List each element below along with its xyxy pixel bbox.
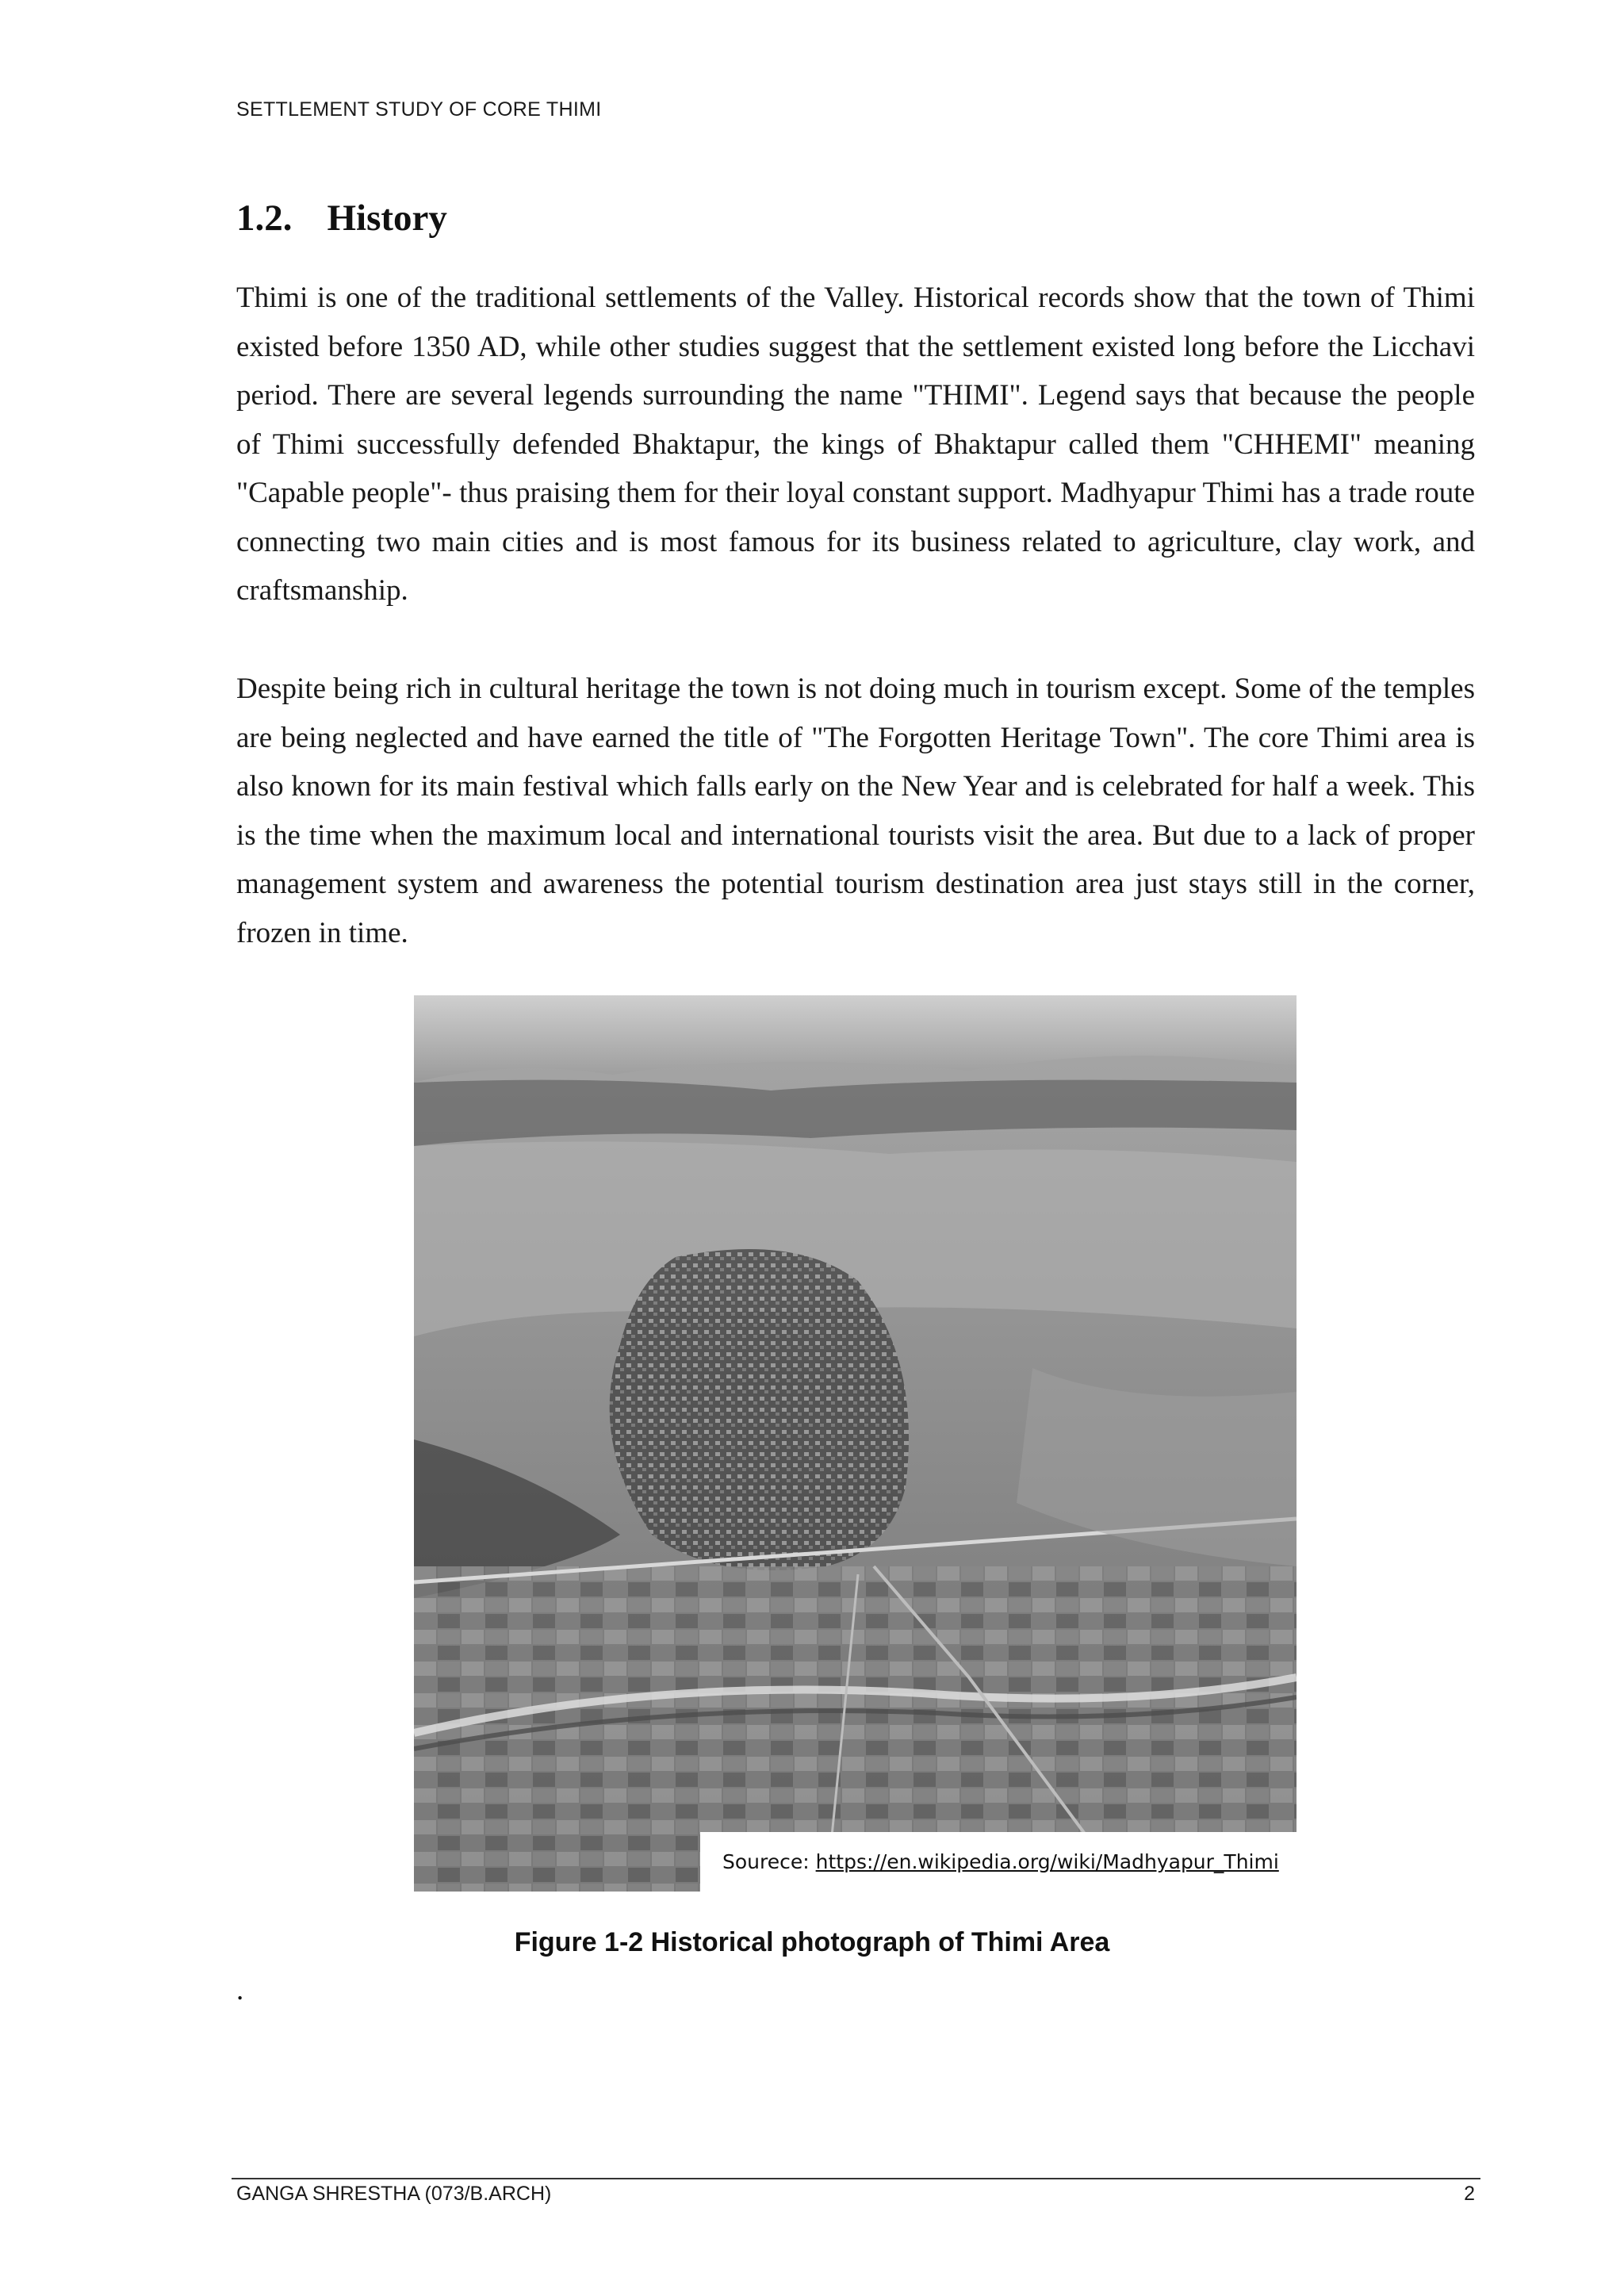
running-header: SETTLEMENT STUDY OF CORE THIMI bbox=[236, 98, 602, 121]
footer-author: GANGA SHRESTHA (073/B.ARCH) bbox=[236, 2183, 552, 2205]
section-heading bbox=[236, 197, 447, 240]
aerial-photo-illustration bbox=[414, 995, 1297, 1892]
stray-mark: . bbox=[236, 1974, 244, 2007]
section-number: 1.2. bbox=[236, 197, 293, 239]
paragraph-history-2: Despite being rich in cultural heritage the town is not doing much in tourism except. Some of the temples are being neglected and have earned the title of "The Forgotten Heritage Town". The core Thimi area is also known for its main festival which falls early on the New Year and is celebrated for half a week. This is the time when the maximum local and international tourists visit the area. But due to a lack of proper management system and awareness the potential tourism destination area just stays still in the corner, frozen in time. bbox=[236, 673, 1475, 949]
footer-divider bbox=[232, 2178, 1480, 2179]
section-title: History bbox=[327, 197, 447, 239]
source-label: Sourece: bbox=[722, 1850, 816, 1873]
figure-source-credit bbox=[700, 1832, 1303, 1892]
paragraph-history-1: Thimi is one of the traditional settlements of the Valley. Historical records show that the town of Thimi existed before 1350 AD, while other studies suggest that the settlement existed long before the Licchavi period. There are several legends surrounding the name "THIMI". Legend says that because the people of Thimi successfully defended Bhaktapur, the kings of Bhaktapur called them "CHHEMI" meaning "Capable people"- thus praising them for their loyal constant support. Madhyapur Thimi has a trade route connecting two main cities and is most famous for its business related to agriculture, clay work, and craftsmanship. bbox=[236, 282, 1475, 607]
figure-caption: Figure 1-2 Historical photograph of Thimi Area bbox=[514, 1927, 1110, 1957]
page-number: 2 bbox=[1464, 2183, 1475, 2205]
source-link[interactable]: https://en.wikipedia.org/wiki/Madhyapur_Thimi bbox=[815, 1850, 1279, 1873]
historical-aerial-photograph bbox=[414, 995, 1297, 1892]
